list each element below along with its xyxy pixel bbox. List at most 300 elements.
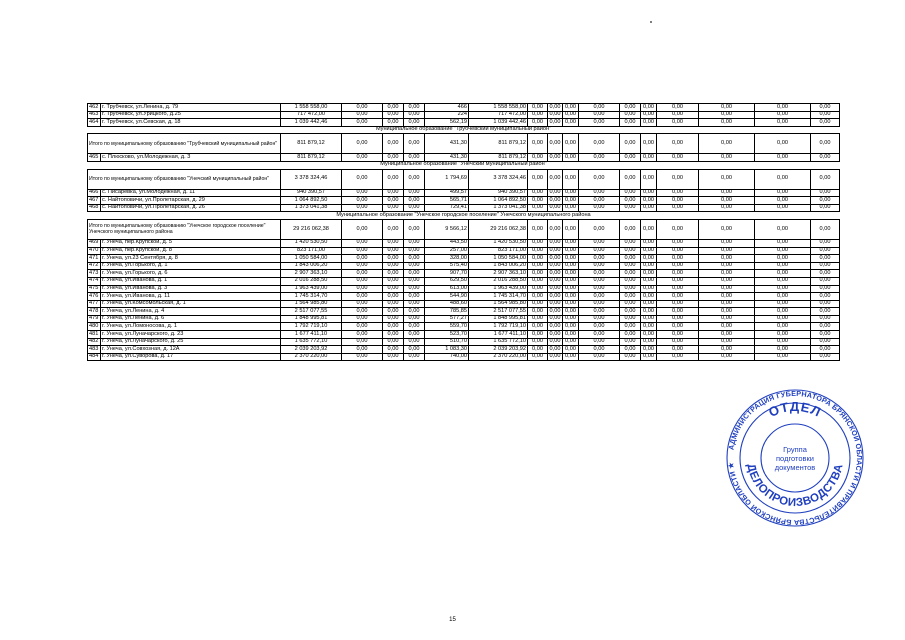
value-cell: 0,00 xyxy=(548,119,563,127)
value-cell: 0,00 xyxy=(528,255,548,263)
value-cell: 0,00 xyxy=(579,154,620,162)
address-cell: с. Найтоповичи, ул.Пролетарская, д. 26 xyxy=(101,204,281,212)
value-cell: 2 370 220,00 xyxy=(469,353,528,361)
value-cell: 0,00 xyxy=(811,219,840,239)
value-cell: 0,00 xyxy=(528,346,548,354)
value-cell: 0,00 xyxy=(383,285,404,293)
value-cell: 0,00 xyxy=(811,119,840,127)
value-cell: 0,00 xyxy=(528,315,548,323)
value-cell: 0,00 xyxy=(699,134,755,154)
value-cell: 2 907 363,10 xyxy=(469,270,528,278)
value-cell: 0,00 xyxy=(620,154,641,162)
value-cell: 0,00 xyxy=(641,247,657,255)
scan-speck xyxy=(650,21,652,23)
row-number-cell: 483 xyxy=(88,346,101,354)
value-cell: 0,00 xyxy=(404,204,425,212)
total-cost-cell: 1 373 041,38 xyxy=(281,204,342,212)
value-cell: 0,00 xyxy=(342,300,383,308)
value-cell: 257,00 xyxy=(425,247,469,255)
value-cell: 0,00 xyxy=(699,247,755,255)
value-cell: 0,00 xyxy=(404,338,425,346)
section-header-row xyxy=(88,212,840,220)
value-cell: 0,00 xyxy=(342,338,383,346)
value-cell: 0,00 xyxy=(811,346,840,354)
table-row xyxy=(88,353,840,361)
value-cell: 0,00 xyxy=(641,353,657,361)
value-cell: 0,00 xyxy=(620,338,641,346)
value-cell: 0,00 xyxy=(404,353,425,361)
value-cell: 0,00 xyxy=(383,270,404,278)
address-cell: с. Плюсково, ул.Молодежная, д. 3 xyxy=(101,154,281,162)
value-cell: 0,00 xyxy=(641,104,657,112)
row-number-cell: 462 xyxy=(88,104,101,112)
row-number-cell: 472 xyxy=(88,262,101,270)
total-cost-cell: 1 558 558,00 xyxy=(281,104,342,112)
value-cell: 0,00 xyxy=(699,189,755,197)
value-cell: 1 848 995,81 xyxy=(469,315,528,323)
value-cell: 0,00 xyxy=(657,247,699,255)
value-cell: 1 558 558,00 xyxy=(469,104,528,112)
value-cell: 0,00 xyxy=(641,189,657,197)
total-cost-cell: 1 843 006,20 xyxy=(281,262,342,270)
value-cell: 613,00 xyxy=(425,285,469,293)
value-cell: 0,00 xyxy=(404,308,425,316)
value-cell: 0,00 xyxy=(699,204,755,212)
value-cell: 0,00 xyxy=(657,315,699,323)
value-cell: 0,00 xyxy=(811,262,840,270)
value-cell: 0,00 xyxy=(755,285,811,293)
value-cell: 0,00 xyxy=(699,270,755,278)
value-cell: 0,00 xyxy=(563,189,579,197)
value-cell: 0,00 xyxy=(528,262,548,270)
value-cell: 1 420 530,50 xyxy=(469,239,528,247)
value-cell: 0,00 xyxy=(755,111,811,119)
value-cell: 0,00 xyxy=(641,270,657,278)
value-cell: 0,00 xyxy=(641,134,657,154)
value-cell: 0,00 xyxy=(657,189,699,197)
value-cell: 0,00 xyxy=(620,134,641,154)
value-cell: 0,00 xyxy=(620,285,641,293)
value-cell: 0,00 xyxy=(563,119,579,127)
value-cell: 0,00 xyxy=(528,169,548,189)
value-cell: 1 635 772,10 xyxy=(469,338,528,346)
value-cell: 0,00 xyxy=(755,353,811,361)
row-number-cell: 464 xyxy=(88,119,101,127)
value-cell: 0,00 xyxy=(404,277,425,285)
value-cell: 0,00 xyxy=(528,197,548,205)
value-cell: 0,00 xyxy=(383,323,404,331)
value-cell: 2 016 288,50 xyxy=(469,277,528,285)
value-cell: 0,00 xyxy=(811,285,840,293)
value-cell: 0,00 xyxy=(699,239,755,247)
value-cell: 0,00 xyxy=(620,239,641,247)
value-cell: 0,00 xyxy=(548,169,563,189)
value-cell: 0,00 xyxy=(699,346,755,354)
value-cell: 0,00 xyxy=(755,323,811,331)
value-cell: 0,00 xyxy=(383,338,404,346)
address-cell: г. Унеча, ул.Иванова, д. 11 xyxy=(101,293,281,301)
value-cell: 0,00 xyxy=(699,300,755,308)
total-cost-cell: 1 064 892,50 xyxy=(281,197,342,205)
value-cell: 0,00 xyxy=(755,239,811,247)
value-cell: 0,00 xyxy=(342,308,383,316)
value-cell: 0,00 xyxy=(404,255,425,263)
value-cell: 0,00 xyxy=(811,134,840,154)
value-cell: 0,00 xyxy=(641,323,657,331)
value-cell: 0,00 xyxy=(342,104,383,112)
value-cell: 0,00 xyxy=(342,346,383,354)
value-cell: 0,00 xyxy=(579,169,620,189)
value-cell: 0,00 xyxy=(811,247,840,255)
row-number-cell: 477 xyxy=(88,300,101,308)
value-cell: 0,00 xyxy=(755,104,811,112)
value-cell: 0,00 xyxy=(383,134,404,154)
section-header-row xyxy=(88,161,840,169)
value-cell: 0,00 xyxy=(404,119,425,127)
value-cell: 0,00 xyxy=(755,119,811,127)
address-cell: г. Унеча, ул.Луначарского, д. 25 xyxy=(101,338,281,346)
value-cell: 0,00 xyxy=(699,338,755,346)
subtotal-label: Итого по муниципальному образованию "Унечский муниципальный район" xyxy=(88,169,281,189)
stamp-bottom-word: ДЕЛОПРОИЗВОДСТВА xyxy=(744,462,846,510)
value-cell: 2 039 203,92 xyxy=(469,346,528,354)
value-cell: 0,00 xyxy=(548,239,563,247)
section-title: Муниципальное образование "Унечский муниципальный район" xyxy=(88,161,840,169)
value-cell: 1 843 006,20 xyxy=(469,262,528,270)
value-cell: 0,00 xyxy=(579,111,620,119)
total-cost-cell: 1 792 719,10 xyxy=(281,323,342,331)
value-cell: 0,00 xyxy=(528,285,548,293)
value-cell: 0,00 xyxy=(404,239,425,247)
subtotal-label: Итого по муниципальному образованию "Трубчевский муниципальный район" xyxy=(88,134,281,154)
value-cell: 0,00 xyxy=(404,323,425,331)
value-cell: 0,00 xyxy=(755,247,811,255)
value-cell: 0,00 xyxy=(579,134,620,154)
value-cell: 0,00 xyxy=(404,134,425,154)
department-stamp xyxy=(725,388,865,528)
value-cell: 0,00 xyxy=(342,262,383,270)
value-cell: 0,00 xyxy=(657,104,699,112)
value-cell: 0,00 xyxy=(563,293,579,301)
total-cost-cell: 1 848 995,81 xyxy=(281,315,342,323)
value-cell: 0,00 xyxy=(641,262,657,270)
value-cell: 0,00 xyxy=(699,353,755,361)
value-cell: 0,00 xyxy=(342,353,383,361)
table-row xyxy=(88,293,840,301)
value-cell: 0,00 xyxy=(657,197,699,205)
address-cell: г. Трубчевск, ул.Урицкого, д.25 xyxy=(101,111,281,119)
value-cell: 0,00 xyxy=(620,111,641,119)
value-cell: 0,00 xyxy=(383,293,404,301)
address-cell: с. Найтоповичи, ул.Пролетарская, д. 29 xyxy=(101,197,281,205)
address-cell: г. Унеча, ул.Горького, д. 1 xyxy=(101,262,281,270)
value-cell: 0,00 xyxy=(383,204,404,212)
row-number-cell: 466 xyxy=(88,189,101,197)
value-cell: 0,00 xyxy=(563,323,579,331)
value-cell: 0,00 xyxy=(699,255,755,263)
value-cell: 0,00 xyxy=(657,285,699,293)
total-cost-cell: 823 171,00 xyxy=(281,247,342,255)
value-cell: 1 373 041,38 xyxy=(469,204,528,212)
value-cell: 0,00 xyxy=(404,247,425,255)
value-cell: 0,00 xyxy=(641,219,657,239)
value-cell: 0,00 xyxy=(755,189,811,197)
value-cell: 0,00 xyxy=(657,331,699,339)
value-cell: 0,00 xyxy=(579,204,620,212)
table-row xyxy=(88,189,840,197)
value-cell: 0,00 xyxy=(563,277,579,285)
value-cell: 562,19 xyxy=(425,119,469,127)
table-row xyxy=(88,154,840,162)
row-number-cell: 481 xyxy=(88,331,101,339)
value-cell: 0,00 xyxy=(342,219,383,239)
value-cell: 0,00 xyxy=(404,270,425,278)
value-cell: 0,00 xyxy=(404,197,425,205)
value-cell: 0,00 xyxy=(342,134,383,154)
value-cell: 0,00 xyxy=(699,197,755,205)
value-cell: 0,00 xyxy=(641,154,657,162)
value-cell: 1 083,30 xyxy=(425,346,469,354)
value-cell: 0,00 xyxy=(699,111,755,119)
value-cell: 0,00 xyxy=(404,154,425,162)
total-cost-cell: 1 050 584,00 xyxy=(281,255,342,263)
value-cell: 0,00 xyxy=(657,239,699,247)
row-number-cell: 470 xyxy=(88,247,101,255)
row-number-cell: 480 xyxy=(88,323,101,331)
value-cell: 0,00 xyxy=(548,270,563,278)
value-cell: 0,00 xyxy=(579,300,620,308)
value-cell: 0,00 xyxy=(699,104,755,112)
subtotal-cost-cell: 29 216 062,38 xyxy=(281,219,342,239)
value-cell: 0,00 xyxy=(811,353,840,361)
value-cell: 0,00 xyxy=(383,331,404,339)
value-cell: 0,00 xyxy=(383,308,404,316)
value-cell: 0,00 xyxy=(811,104,840,112)
value-cell: 0,00 xyxy=(342,285,383,293)
value-cell: 0,00 xyxy=(548,338,563,346)
table-row xyxy=(88,104,840,112)
value-cell: 0,00 xyxy=(699,262,755,270)
value-cell: 0,00 xyxy=(620,323,641,331)
value-cell: 0,00 xyxy=(657,204,699,212)
row-number-cell: 476 xyxy=(88,293,101,301)
value-cell: 0,00 xyxy=(579,247,620,255)
value-cell: 0,00 xyxy=(563,353,579,361)
address-cell: г. Трубчевск, ул.Ленина, д. 79 xyxy=(101,104,281,112)
value-cell: 0,00 xyxy=(383,262,404,270)
value-cell: 0,00 xyxy=(528,277,548,285)
value-cell: 811 879,12 xyxy=(469,154,528,162)
value-cell: 811 879,12 xyxy=(469,134,528,154)
row-number-cell: 474 xyxy=(88,277,101,285)
value-cell: 0,00 xyxy=(563,134,579,154)
row-number-cell: 471 xyxy=(88,255,101,263)
value-cell: 0,00 xyxy=(548,154,563,162)
value-cell: 0,00 xyxy=(620,262,641,270)
value-cell: 2 517 077,55 xyxy=(469,308,528,316)
value-cell: 0,00 xyxy=(548,262,563,270)
value-cell: 0,00 xyxy=(641,277,657,285)
total-cost-cell: 1 564 985,80 xyxy=(281,300,342,308)
value-cell: 0,00 xyxy=(404,331,425,339)
value-cell: 0,00 xyxy=(383,353,404,361)
value-cell: 0,00 xyxy=(579,293,620,301)
total-cost-cell: 940 390,57 xyxy=(281,189,342,197)
value-cell: 0,00 xyxy=(811,239,840,247)
value-cell: 0,00 xyxy=(620,346,641,354)
value-cell: 0,00 xyxy=(657,111,699,119)
value-cell: 0,00 xyxy=(699,277,755,285)
address-cell: г. Унеча, ул.Ломоносова, д. 1 xyxy=(101,323,281,331)
value-cell: 0,00 xyxy=(579,239,620,247)
row-number-cell: 469 xyxy=(88,239,101,247)
value-cell: 0,00 xyxy=(563,270,579,278)
value-cell: 0,00 xyxy=(528,154,548,162)
subtotal-label: Итого по муниципальному образованию "Унечское городское поселение" Унечского муниципального района xyxy=(88,219,281,239)
value-cell: 0,00 xyxy=(699,323,755,331)
value-cell: 0,00 xyxy=(383,189,404,197)
value-cell: 0,00 xyxy=(699,154,755,162)
row-number-cell: 465 xyxy=(88,154,101,162)
table-row xyxy=(88,247,840,255)
table-row xyxy=(88,285,840,293)
value-cell: 544,90 xyxy=(425,293,469,301)
value-cell: 0,00 xyxy=(755,255,811,263)
row-number-cell: 463 xyxy=(88,111,101,119)
subtotal-row xyxy=(88,219,840,239)
value-cell: 0,00 xyxy=(811,197,840,205)
value-cell: 0,00 xyxy=(641,308,657,316)
value-cell: 0,00 xyxy=(620,300,641,308)
value-cell: 0,00 xyxy=(641,204,657,212)
value-cell: 0,00 xyxy=(755,270,811,278)
value-cell: 559,70 xyxy=(425,323,469,331)
value-cell: 1 677 411,10 xyxy=(469,331,528,339)
value-cell: 0,00 xyxy=(657,353,699,361)
value-cell: 0,00 xyxy=(579,262,620,270)
value-cell: 0,00 xyxy=(383,219,404,239)
stamp-center-line: документов xyxy=(774,463,816,472)
value-cell: 0,00 xyxy=(620,315,641,323)
value-cell: 1 064 892,50 xyxy=(469,197,528,205)
table-row xyxy=(88,111,840,119)
total-cost-cell: 811 879,12 xyxy=(281,154,342,162)
value-cell: 0,00 xyxy=(699,331,755,339)
value-cell: 0,00 xyxy=(641,197,657,205)
value-cell: 0,00 xyxy=(383,169,404,189)
value-cell: 0,00 xyxy=(548,247,563,255)
value-cell: 0,00 xyxy=(548,331,563,339)
value-cell: 0,00 xyxy=(404,111,425,119)
value-cell: 0,00 xyxy=(404,315,425,323)
total-cost-cell: 2 370 220,00 xyxy=(281,353,342,361)
value-cell: 0,00 xyxy=(620,189,641,197)
value-cell: 0,00 xyxy=(641,300,657,308)
value-cell: 0,00 xyxy=(811,331,840,339)
table-row xyxy=(88,262,840,270)
value-cell: 0,00 xyxy=(641,239,657,247)
value-cell: 0,00 xyxy=(528,204,548,212)
value-cell: 0,00 xyxy=(641,315,657,323)
value-cell: 0,00 xyxy=(699,119,755,127)
value-cell: 0,00 xyxy=(563,262,579,270)
value-cell: 0,00 xyxy=(641,119,657,127)
value-cell: 488,60 xyxy=(425,300,469,308)
section-title: Муниципальное образование "Унечское городское поселение" Унечского муниципального района xyxy=(88,212,840,220)
value-cell: 0,00 xyxy=(699,315,755,323)
row-number-cell: 468 xyxy=(88,204,101,212)
value-cell: 0,00 xyxy=(620,277,641,285)
address-cell: г. Унеча, ул.Совхозная, д. 12А xyxy=(101,346,281,354)
address-cell: г. Унеча, ул.Ленина, д. 6 xyxy=(101,315,281,323)
value-cell: 0,00 xyxy=(383,197,404,205)
row-number-cell: 475 xyxy=(88,285,101,293)
value-cell: 0,00 xyxy=(548,277,563,285)
value-cell: 0,00 xyxy=(811,323,840,331)
value-cell: 0,00 xyxy=(548,111,563,119)
value-cell: 0,00 xyxy=(563,300,579,308)
address-cell: г. Унеча, пер.Крупской, д. 5 xyxy=(101,239,281,247)
table-row xyxy=(88,323,840,331)
value-cell: 0,00 xyxy=(811,204,840,212)
value-cell: 0,00 xyxy=(528,353,548,361)
value-cell: 0,00 xyxy=(811,111,840,119)
value-cell: 0,00 xyxy=(563,219,579,239)
value-cell: 0,00 xyxy=(548,293,563,301)
value-cell: 0,00 xyxy=(657,169,699,189)
value-cell: 328,00 xyxy=(425,255,469,263)
value-cell: 0,00 xyxy=(563,104,579,112)
value-cell: 0,00 xyxy=(342,270,383,278)
value-cell: 0,00 xyxy=(548,315,563,323)
value-cell: 0,00 xyxy=(404,169,425,189)
value-cell: 0,00 xyxy=(620,197,641,205)
row-number-cell: 482 xyxy=(88,338,101,346)
value-cell: 0,00 xyxy=(755,154,811,162)
section-header-row xyxy=(88,126,840,134)
value-cell: 0,00 xyxy=(383,119,404,127)
value-cell: 0,00 xyxy=(755,204,811,212)
stamp-center-line: подготовки xyxy=(776,454,814,463)
address-cell: г. Унеча, ул.Горького, д. 6 xyxy=(101,270,281,278)
value-cell: 0,00 xyxy=(657,219,699,239)
value-cell: 0,00 xyxy=(404,104,425,112)
value-cell: 29 216 062,38 xyxy=(469,219,528,239)
row-number-cell: 479 xyxy=(88,315,101,323)
value-cell: 0,00 xyxy=(641,285,657,293)
subtotal-row xyxy=(88,134,840,154)
total-cost-cell: 2 016 288,50 xyxy=(281,277,342,285)
value-cell: 0,00 xyxy=(641,331,657,339)
stamp-ring-text: АДМИНИСТРАЦИЯ ГУБЕРНАТОРА БРЯНСКОЙ ОБЛАСТИ И ПРАВИТЕЛЬСТВА БРЯНСКОЙ ОБЛАСТИ ★ xyxy=(726,388,865,528)
value-cell: 0,00 xyxy=(548,104,563,112)
value-cell: 0,00 xyxy=(563,239,579,247)
subtotal-row xyxy=(88,169,840,189)
section-title: Муниципальное образование "Трубчевский муниципальный район" xyxy=(88,126,840,134)
value-cell: 717 472,00 xyxy=(469,111,528,119)
value-cell: 0,00 xyxy=(755,338,811,346)
value-cell: 0,00 xyxy=(620,353,641,361)
value-cell: 0,00 xyxy=(528,293,548,301)
value-cell: 0,00 xyxy=(620,255,641,263)
value-cell: 0,00 xyxy=(528,111,548,119)
value-cell: 0,00 xyxy=(657,134,699,154)
value-cell: 0,00 xyxy=(528,119,548,127)
table-row xyxy=(88,255,840,263)
total-cost-cell: 1 420 530,50 xyxy=(281,239,342,247)
value-cell: 0,00 xyxy=(755,197,811,205)
address-cell: г. Унеча, ул.Иванова, д. 1 xyxy=(101,277,281,285)
